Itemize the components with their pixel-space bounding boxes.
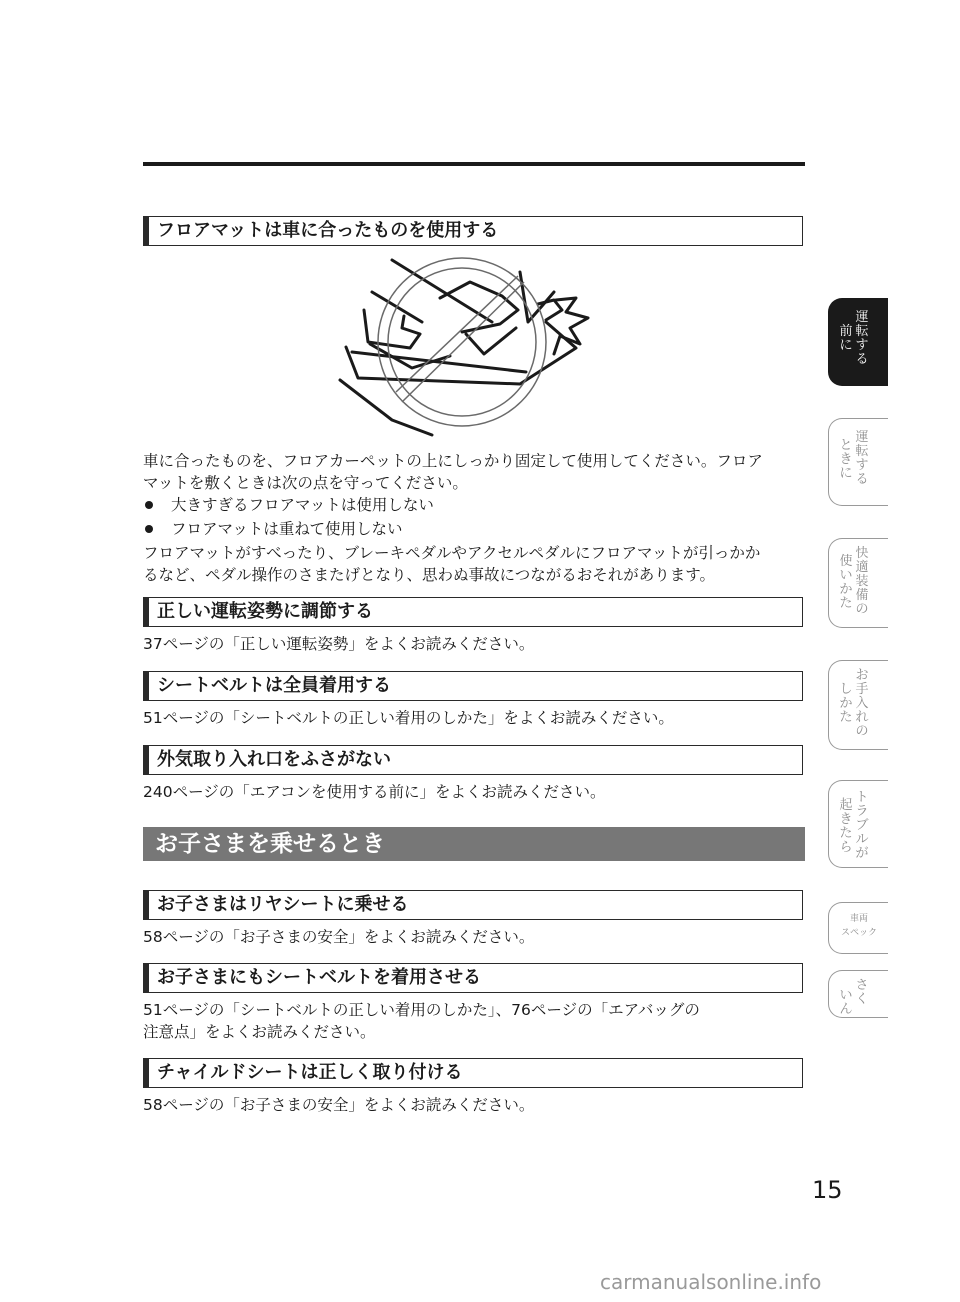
side-tab-maintenance[interactable]: [828, 660, 888, 750]
side-tab-text-left: 起きたら: [839, 798, 853, 855]
side-tab-before-driving[interactable]: [828, 298, 888, 386]
side-tab-comfort-equipment[interactable]: [828, 538, 888, 628]
floor-mat-warning-line-1: フロアマットがすべったり、ブレーキペダルやアクセルペダルにフロアマットが引っかか: [143, 544, 761, 562]
seatbelt-text: 51ページの「シートベルトの正しい着用のしかた」をよくお読みください。: [143, 709, 674, 727]
side-tab-while-driving[interactable]: [828, 418, 888, 506]
watermark: carmanualsonline.info: [600, 1270, 822, 1294]
floor-mat-warning-line-2: るなど、ペダル操作のさまたげとなり、思わぬ事故につながるおそれがあります。: [143, 566, 715, 584]
side-tab-text-right: お手入れの: [855, 668, 869, 739]
bullet-item-2: [143, 518, 403, 540]
child-seat-text: 58ページの「お子さまの安全」をよくお読みください。: [143, 1096, 535, 1114]
side-tab-specifications[interactable]: [828, 902, 888, 954]
air-intake-text: 240ページの「エアコンを使用する前に」をよくお読みください。: [143, 783, 606, 801]
side-tab-text-left: 使いかた: [839, 554, 853, 611]
heading-air-intake: 外気取り入れ口をふさがない: [143, 745, 803, 775]
rear-seat-text: 58ページの「お子さまの安全」をよくお読みください。: [143, 928, 535, 946]
driving-posture-text: 37ページの「正しい運転姿勢」をよくお読みください。: [143, 635, 535, 653]
side-tab-troubleshooting[interactable]: [828, 780, 888, 868]
page-number: 15: [812, 1176, 843, 1204]
side-tab-text-left: しかた: [839, 682, 853, 725]
side-tab-text-right: さく: [855, 978, 869, 1007]
side-tab-text-right: 運転する: [855, 310, 869, 367]
child-seatbelt-text-line-1: 51ページの「シートベルトの正しい着用のしかた」、76ページの「エアバッグの: [143, 1001, 700, 1019]
side-tab-text-left: ときに: [839, 438, 853, 481]
heading-rear-seat: お子さまはリヤシートに乗せる: [143, 890, 803, 920]
heading-driving-posture: 正しい運転姿勢に調節する: [143, 597, 803, 627]
bullet-dot-icon: [145, 525, 153, 533]
heading-child-seatbelt: お子さまにもシートベルトを着用させる: [143, 963, 803, 993]
child-seatbelt-text-line-2: 注意点」をよくお読みください。: [143, 1023, 376, 1041]
floor-mat-paragraph-line-2: マットを敷くときは次の点を守ってください。: [143, 474, 468, 492]
floor-mat-pedal-illustration: [332, 252, 612, 437]
floor-mat-paragraph-line-1: 車に合ったものを、フロアカーペットの上にしっかり固定して使用してください。フロア: [143, 452, 763, 470]
side-tab-text-right: トラブルが: [855, 790, 869, 861]
side-tab-index[interactable]: [828, 970, 888, 1018]
bullet-item-1: [143, 494, 434, 516]
bullet-dot-icon: [145, 501, 153, 509]
side-tab-text-line-1: 車両: [849, 914, 868, 924]
side-tab-text-left: いん: [839, 988, 853, 1017]
side-tab-text-line-2: スペック: [840, 928, 877, 938]
bullet-text: フロアマットは重ねて使用しない: [171, 520, 403, 538]
heading-seatbelt: シートベルトは全員着用する: [143, 671, 803, 701]
side-tab-text-right: 運転する: [855, 430, 869, 487]
heading-floor-mat: フロアマットは車に合ったものを使用する: [143, 216, 803, 246]
heading-child-seat: チャイルドシートは正しく取り付ける: [143, 1058, 803, 1088]
bullet-text: 大きすぎるフロアマットは使用しない: [171, 496, 434, 514]
side-tab-text-left: 前に: [839, 324, 853, 353]
side-tab-text-right: 快適装備の: [855, 546, 869, 617]
section-title-children: お子さまを乗せるとき: [143, 827, 805, 861]
top-rule: [143, 162, 805, 166]
